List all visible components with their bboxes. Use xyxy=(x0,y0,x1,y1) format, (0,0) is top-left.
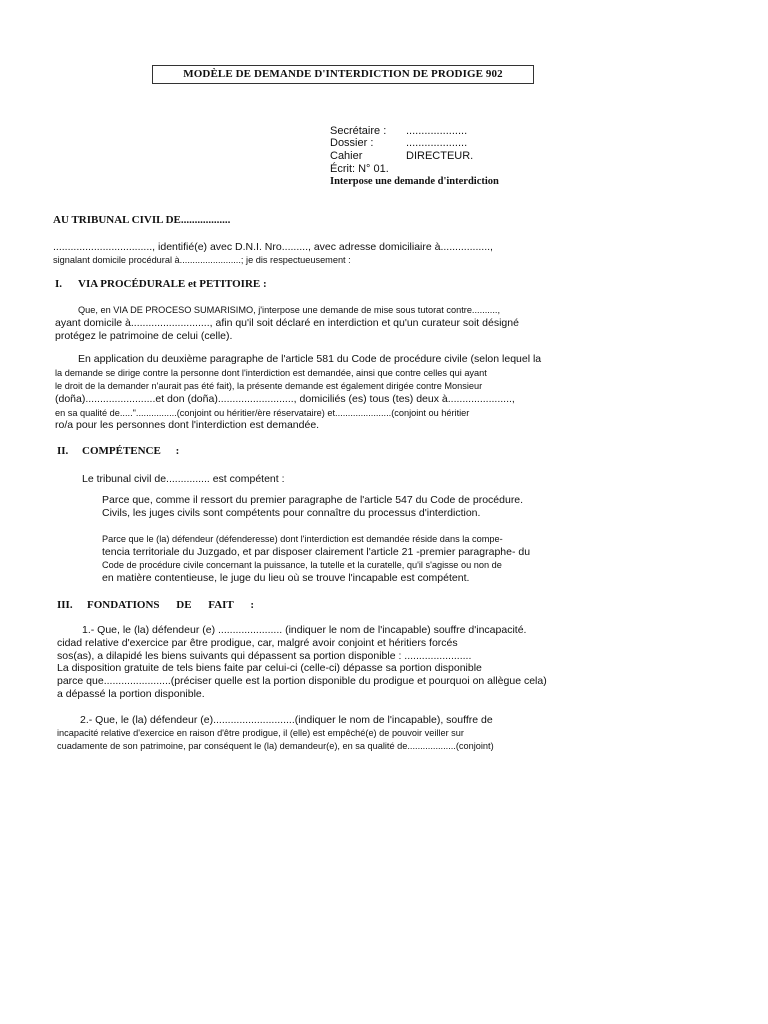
s1-p1-line-1: Que, en VIA DE PROCESO SUMARISIMO, j'interpose une demande de mise sous tutorat contre.........., xyxy=(78,305,501,315)
section-1-heading: VIA PROCÉDURALE et PETITOIRE : xyxy=(78,278,267,290)
s3-p2-line-2: incapacité relative d'exercice en raison d'être prodigue, il (elle) est empêché(e) de pouvoir veiller sur xyxy=(57,728,464,738)
s3-p1-line-4: La disposition gratuite de tels biens faite par celui-ci (celle-ci) dépasse sa portion disponible xyxy=(57,662,482,674)
s3-p1-line-6: a dépassé la portion disponible. xyxy=(57,688,205,700)
s1-p2-line-2: la demande se dirige contre la personne dont l'interdiction est demandée, ainsi que contre celles qui ayant xyxy=(55,368,487,378)
document-title: MODÈLE DE DEMANDE D'INTERDICTION DE PRODIGE 902 xyxy=(152,65,534,84)
s1-p2-line-6: ro/a pour les personnes dont l'interdiction est demandée. xyxy=(55,419,320,431)
s3-p2-line-1: 2.- Que, le (la) défendeur (e)............................(indiquer le nom de l'incapable), souffre de xyxy=(80,714,493,726)
s1-p2-line-1: En application du deuxième paragraphe de l'article 581 du Code de procédure civile (selon lequel la xyxy=(78,353,542,365)
s2-p3-line-2: tencia territoriale du Juzgado, et par disposer clairement l'article 21 -premier paragraphe- du xyxy=(102,546,531,558)
meta-label-dossier: Dossier : xyxy=(330,137,374,149)
addressee-line: AU TRIBUNAL CIVIL DE.................. xyxy=(53,214,231,226)
s2-p3-line-1: Parce que le (la) défendeur (défenderesse) dont l'interdiction est demandée réside dans la compe- xyxy=(102,534,503,544)
meta-label-ecrit: Écrit: N° 01. xyxy=(330,163,389,175)
intro-line-2: signalant domicile procédural à........................; je dis respectueusement : xyxy=(53,255,351,265)
s1-p2-line-4: (doña)........................et don (doña).........................., domiciliés (es) tous (tes) deux à......................, xyxy=(55,393,515,405)
s1-p1-line-3: protégez le patrimoine de celui (celle). xyxy=(55,330,233,342)
section-2-number: II. xyxy=(57,445,69,457)
s3-p1-line-5: parce que.......................(préciser quelle est la portion disponible du prodigue et pourquoi on allègue cela) xyxy=(57,675,547,687)
s3-p2-line-3: cuadamente de son patrimoine, par conséquent le (la) demandeur(e), en sa qualité de...................(conjoint) xyxy=(57,741,494,751)
meta-value-secretaire: .................... xyxy=(406,125,468,137)
meta-subject: Interpose une demande d'interdiction xyxy=(330,176,499,187)
s2-p3-line-4: en matière contentieuse, le juge du lieu où se trouve l'incapable est compétent. xyxy=(102,572,470,584)
s2-p2-line-1: Parce que, comme il ressort du premier paragraphe de l'article 547 du Code de procédure. xyxy=(102,494,524,506)
section-2-heading: COMPÉTENCE : xyxy=(82,445,180,457)
meta-value-cahier: DIRECTEUR. xyxy=(406,150,474,162)
s2-p2-line-2: Civils, les juges civils sont compétents pour connaître du processus d'interdiction. xyxy=(102,507,481,519)
s1-p2-line-5: en sa qualité de....."................(conjoint ou héritier/ère réservataire) et......................(conjoint ou héritier xyxy=(55,408,470,418)
section-1-number: I. xyxy=(55,278,63,290)
s2-p3-line-3: Code de procédure civile concernant la puissance, la tutelle et la curatelle, qu'il s'agisse ou non de xyxy=(102,560,502,570)
s1-p2-line-3: le droit de la demander n'aurait pas été fait), la présente demande est également dirigée contre Monsieur xyxy=(55,381,483,391)
section-3-heading: FONDATIONS DE FAIT : xyxy=(87,599,254,611)
intro-line-1: .................................., identifié(e) avec D.N.I. Nro........., avec adresse domiciliaire à................., xyxy=(53,241,493,253)
meta-value-dossier: .................... xyxy=(406,137,468,149)
s3-p1-line-2: cidad relative d'exercice par être prodigue, car, malgré avoir conjoint et héritiers forcés xyxy=(57,637,458,649)
s3-p1-line-1: 1.- Que, le (la) défendeur (e) ...................... (indiquer le nom de l'incapable) souffre d'incapacité. xyxy=(82,624,527,636)
meta-label-cahier: Cahier xyxy=(330,150,363,162)
s2-p1: Le tribunal civil de............... est compétent : xyxy=(82,473,285,485)
s1-p1-line-2: ayant domicile à..........................., afin qu'il soit déclaré en interdiction et qu'un curateur soit désigné xyxy=(55,317,519,329)
s3-p1-line-3: sos(as), a dilapidé les biens suivants qui dépassent sa portion disponible : ....................... xyxy=(57,650,472,662)
meta-label-secretaire: Secrétaire : xyxy=(330,125,387,137)
section-3-number: III. xyxy=(57,599,73,611)
